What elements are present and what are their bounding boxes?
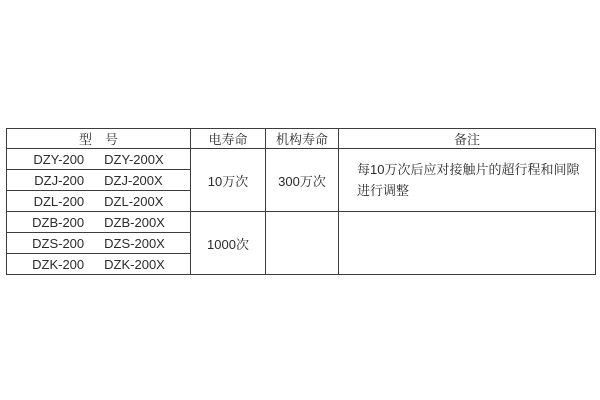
header-row <box>7 129 596 149</box>
relay-life-spec-table <box>6 128 596 275</box>
mechanical-life-cell-group1: 300万次 <box>266 149 339 212</box>
model-pair <box>7 215 190 230</box>
model-cell-dzl <box>7 191 191 212</box>
model-cell-dzy <box>7 149 191 170</box>
model-name-variant: DZS-200X <box>104 235 165 251</box>
table-row-dzy <box>7 149 596 170</box>
model-pair <box>7 194 190 209</box>
remarks-cell-group1 <box>339 149 596 212</box>
header-electrical-life: 电寿命 <box>191 129 266 149</box>
model-name: DZL-200 <box>33 193 85 209</box>
remarks-cell-group2 <box>339 212 596 275</box>
model-name: DZB-200 <box>32 214 85 230</box>
model-pair <box>7 173 190 188</box>
model-name-variant: DZY-200X <box>104 151 164 167</box>
mechanical-life-cell-group2 <box>266 212 339 275</box>
header-model: 型 号 <box>7 129 191 149</box>
model-name-variant: DZK-200X <box>104 256 165 272</box>
model-name: DZJ-200 <box>34 172 85 188</box>
header-remarks: 备注 <box>339 129 596 149</box>
electrical-life-cell-group1: 10万次 <box>191 149 266 212</box>
model-name-variant: DZB-200X <box>104 214 165 230</box>
model-name-variant: DZJ-200X <box>104 172 163 188</box>
model-name-variant: DZL-200X <box>104 193 164 209</box>
model-cell-dzk <box>7 254 191 275</box>
model-name: DZS-200 <box>32 235 85 251</box>
header-mechanical-life: 机构寿命 <box>266 129 339 149</box>
remark-line-1: 每10万次后应对接触片的超行程和间隙 <box>357 161 580 177</box>
model-cell-dzj <box>7 170 191 191</box>
electrical-life-cell-group2: 1000次 <box>191 212 266 275</box>
model-cell-dzb <box>7 212 191 233</box>
table-row-dzb <box>7 212 596 233</box>
model-pair <box>7 257 190 272</box>
model-pair <box>7 152 190 167</box>
model-name: DZY-200 <box>33 151 85 167</box>
remark-line-2: 进行调整 <box>357 182 410 198</box>
model-name: DZK-200 <box>32 256 85 272</box>
model-cell-dzs <box>7 233 191 254</box>
model-pair <box>7 236 190 251</box>
